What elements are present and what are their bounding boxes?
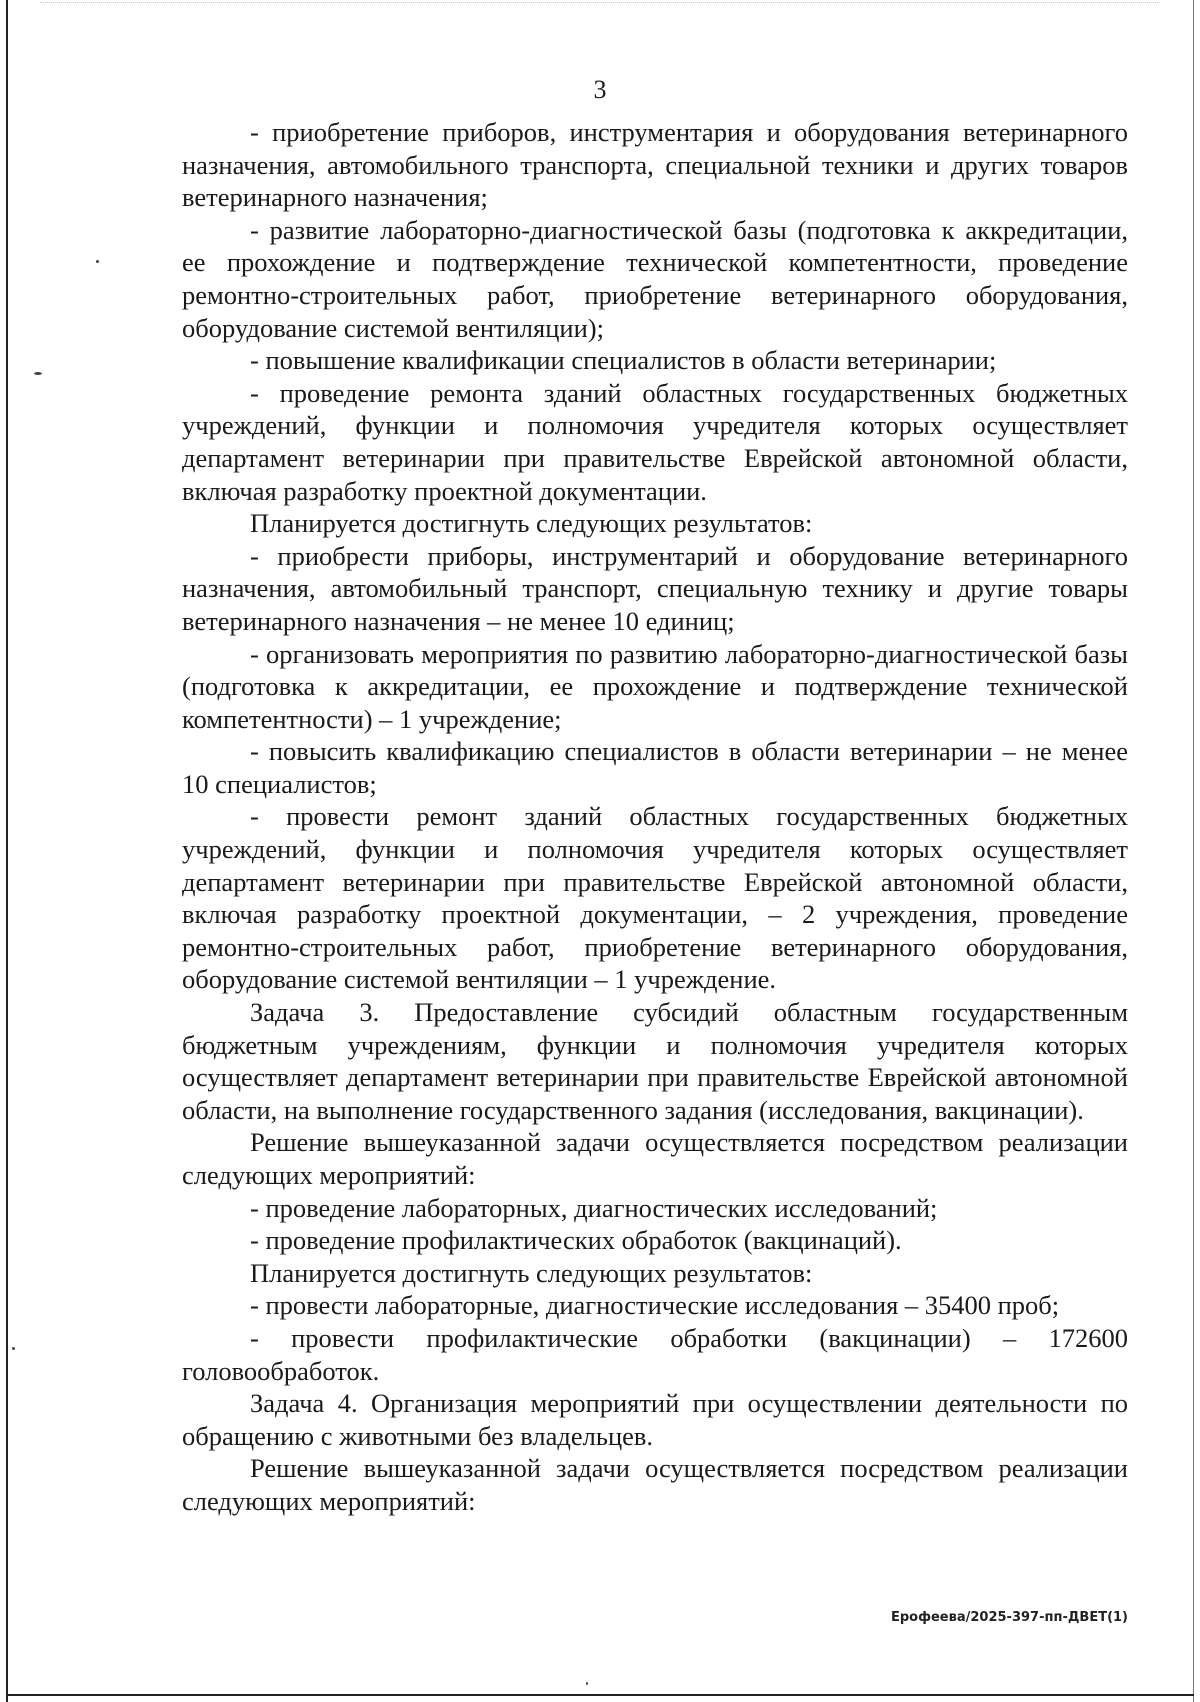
scan-border-right <box>1193 0 1194 1702</box>
paragraph-result-repair: - провести ремонт зданий областных государственных бюджетных учреждений, функции и полномочия учредителя которых осуществляет департамент ветеринарии при правительстве Еврейской автономной области, включая разработку проектной документации, – 2 учреждения, проведение ремонтно-строительных работ, приобретение ветеринарного оборудования, оборудование системой вентиляции – 1 учреждение. <box>182 801 1128 995</box>
paragraph-results-heading-2: Планируется достигнуть следующих результатов: <box>250 1257 813 1288</box>
paragraph-result-equipment: - приобрести приборы, инструментарий и оборудование ветеринарного назначения, автомобильный транспорт, специальную технику и другие товары ветеринарного назначения – не менее 10 единиц; <box>182 540 1128 636</box>
paragraph-qualification: - повышение квалификации специалистов в области ветеринарии; <box>250 345 997 376</box>
paragraph-result-samples: - провести лабораторные, диагностические исследования – 35400 проб; <box>250 1290 1060 1321</box>
scan-speck <box>586 1682 588 1685</box>
paragraph-lab-base: - развитие лабораторно-диагностической базы (подготовка к аккредитации, ее прохождение и подтверждение технической компетентности, проведение ремонтно-строительных работ, приобретение ветеринарного оборудования, оборудование системой вентиляции); <box>182 214 1128 343</box>
page-number: 3 <box>593 75 607 104</box>
paragraph-vaccination: - проведение профилактических обработок (вакцинаций). <box>250 1225 902 1256</box>
scan-speck <box>34 372 42 375</box>
paragraph-equipment: - приобретение приборов, инструментария и оборудования ветеринарного назначения, автомобильного транспорта, специальной техники и других товаров ветеринарного назначения; <box>182 117 1128 213</box>
scan-speck <box>96 260 99 263</box>
paragraph-results-heading: Планируется достигнуть следующих результатов: <box>250 508 813 539</box>
scan-speck <box>12 1347 15 1350</box>
paragraph-task-4: Задача 4. Организация мероприятий при осуществлении деятельности по обращению с животными без владельцев. <box>182 1388 1128 1451</box>
document-body <box>182 116 1128 1518</box>
paragraph-task-4-solution: Решение вышеуказанной задачи осуществляется посредством реализации следующих мероприятий: <box>182 1453 1128 1516</box>
paragraph-task-3: Задача 3. Предоставление субсидий областным государственным бюджетным учреждениям, функции и полномочия учредителя которых осуществляет департамент ветеринарии при правительстве Еврейской автономной области, на выполнение государственного задания (исследования, вакцинации). <box>182 997 1128 1125</box>
document-footer-code: Ерофеева/2025-397-пп-ДВЕТ(1) <box>890 1610 1128 1625</box>
paragraph-task-3-solution: Решение вышеуказанной задачи осуществляется посредством реализации следующих мероприятий: <box>182 1127 1128 1190</box>
paragraph-building-repair: - проведение ремонта зданий областных государственных бюджетных учреждений, функции и полномочия учредителя которых осуществляет департамент ветеринарии при правительстве Еврейской автономной области, включая разработку проектной документации. <box>182 377 1128 506</box>
scan-border-left <box>6 0 8 1702</box>
scan-border-bottom <box>6 1694 1194 1696</box>
paragraph-result-qualification: - повысить квалификацию специалистов в области ветеринарии – не менее 10 специалистов; <box>182 736 1128 799</box>
paragraph-lab-research: - проведение лабораторных, диагностических исследований; <box>250 1192 938 1223</box>
scan-noise-top <box>40 2 1160 7</box>
paragraph-result-treatments: - провести профилактические обработки (вакцинации) – 172600 головообработок. <box>182 1322 1128 1386</box>
paragraph-result-lab: - организовать мероприятия по развитию лабораторно-диагностической базы (подготовка к аккредитации, ее прохождение и подтверждение технической компетентности) – 1 учреждение; <box>182 638 1128 734</box>
